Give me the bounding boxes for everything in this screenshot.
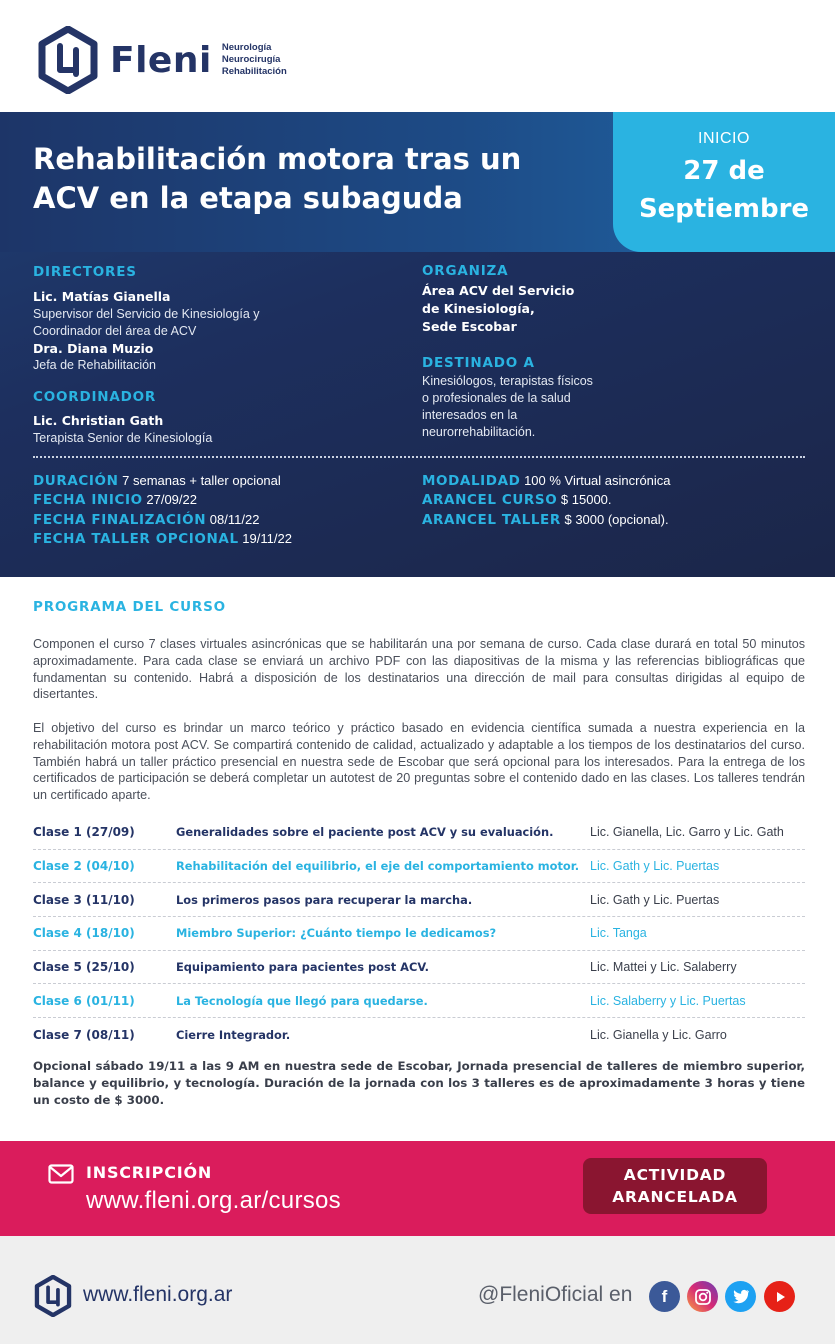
programa-paragraph-1: Componen el curso 7 clases virtuales asincrónicas que se habilitarán una por semana de curso. Cada clase durará en total 50 minutos aproximadamente. Para cada clase se enviará un archivo PDF con las diapositivas de la misma y las referencias bibliográficas que fundamentan su contenido. Habrá a disposición de los destinatarios una dirección de mail para consultas dirigidas al equipo de disertantes. [33, 637, 805, 702]
inscription-label: INSCRIPCIÓN [86, 1163, 213, 1182]
brand-tagline: Neurología Neurocirugía Rehabilitación [221, 42, 287, 77]
director-name: Dra. Diana Muzio [33, 341, 154, 356]
footer [0, 1236, 835, 1344]
arancel-taller-row: ARANCEL TALLER $ 3000 (opcional). [422, 512, 669, 528]
table-row: Clase 7 (08/11) Cierre Integrador. Lic. Gianella y Lic. Garro [33, 1027, 727, 1042]
fleni-logo-icon [38, 26, 98, 94]
director-role: Jefa de Rehabilitación [33, 358, 156, 372]
fecha-finalizacion-row: FECHA FINALIZACIÓN 08/11/22 [33, 512, 260, 528]
twitter-icon[interactable] [725, 1281, 756, 1312]
destinado-text: Kinesiólogos, terapistas físicos o profesionales de la salud interesados en la neurorrehabilitación. [422, 374, 593, 439]
fecha-inicio-row: FECHA INICIO 27/09/22 [33, 492, 197, 508]
programa-paragraph-2: El objetivo del curso es brindar un marco teórico y práctico basado en evidencia científica sumada a nuestra experiencia en la rehabilitación motora post ACV. Se compartirá contenido de calidad, actualizado y adaptable a los tiempos de los destinatarios del curso. También habrá un taller práctico presencial en nuestra sede de Escobar que será opcional para los interesados. Para la entrega de los certificados de participación se deberá completar un autotest de 20 preguntas sobre el contenido dado en las clases. Los talleres tendrán un certificado aparte. [33, 721, 805, 803]
start-date-badge: INICIO 27 de Septiembre [613, 112, 835, 252]
arancel-curso-row: ARANCEL CURSO $ 15000. [422, 492, 612, 508]
coordinador-heading: COORDINADOR [33, 389, 157, 405]
inscription-link[interactable]: www.fleni.org.ar/cursos [86, 1187, 341, 1214]
coordinador-role: Terapista Senior de Kinesiología [33, 431, 213, 445]
brand-name: Fleni [110, 39, 212, 81]
table-row: Clase 2 (04/10) Rehabilitación del equilibrio, el eje del comportamiento motor. Lic. Gath y Lic. Puertas [33, 850, 805, 884]
youtube-icon[interactable] [764, 1281, 795, 1312]
director-role: Supervisor del Servicio de Kinesiología y Coordinador del área de ACV [33, 307, 260, 338]
organiza-text: Área ACV del Servicio de Kinesiología, Sede Escobar [422, 283, 575, 334]
programa-heading: PROGRAMA DEL CURSO [33, 599, 226, 615]
header [0, 0, 835, 112]
directores-heading: DIRECTORES [33, 264, 137, 280]
inscription-banner [0, 1141, 835, 1236]
instagram-icon[interactable] [687, 1281, 718, 1312]
mail-icon [48, 1164, 74, 1184]
modalidad-row: MODALIDAD 100 % Virtual asincrónica [422, 473, 671, 489]
paid-activity-badge: ACTIVIDAD ARANCELADA [583, 1158, 767, 1214]
destinado-heading: DESTINADO A [422, 355, 535, 371]
coordinador-name: Lic. Christian Gath [33, 413, 164, 428]
course-title: Rehabilitación motora tras un ACV en la etapa subaguda [33, 142, 522, 215]
class-schedule-table [33, 816, 805, 1052]
fleni-logo-icon[interactable] [34, 1275, 72, 1317]
fleni-logo[interactable] [38, 26, 287, 94]
table-row: Clase 6 (01/11) La Tecnología que llegó para quedarse. Lic. Salaberry y Lic. Puertas [33, 984, 805, 1018]
table-row: Clase 5 (25/10) Equipamiento para pacientes post ACV. Lic. Mattei y Lic. Salaberry [33, 951, 805, 985]
social-handle: @FleniOficial en [478, 1283, 633, 1306]
director-name: Lic. Matías Gianella [33, 289, 171, 304]
table-row: Clase 3 (11/10) Los primeros pasos para recuperar la marcha. Lic. Gath y Lic. Puertas [33, 883, 805, 917]
table-row: Clase 1 (27/09) Generalidades sobre el paciente post ACV y su evaluación. Lic. Gianella, Lic. Garro y Lic. Gath [33, 816, 805, 850]
dotted-divider [33, 456, 805, 458]
duracion-row: DURACIÓN 7 semanas + taller opcional [33, 473, 281, 489]
facebook-icon[interactable]: f [649, 1281, 680, 1312]
organiza-heading: ORGANIZA [422, 263, 509, 279]
course-info-panel [0, 112, 835, 577]
optional-workshop-note: Opcional sábado 19/11 a las 9 AM en nuestra sede de Escobar, Jornada presencial de talleres de miembro superior, balance y equilibrio, y tecnología. Duración de la jornada con los 3 talleres es de aproximadamente 3 horas y tiene un costo de $ 3000. [33, 1059, 805, 1107]
table-row: Clase 4 (18/10) Miembro Superior: ¿Cuánto tiempo le dedicamos? Lic. Tanga [33, 917, 805, 951]
fecha-taller-row: FECHA TALLER OPCIONAL 19/11/22 [33, 531, 292, 547]
website-link[interactable]: www.fleni.org.ar [83, 1283, 233, 1306]
